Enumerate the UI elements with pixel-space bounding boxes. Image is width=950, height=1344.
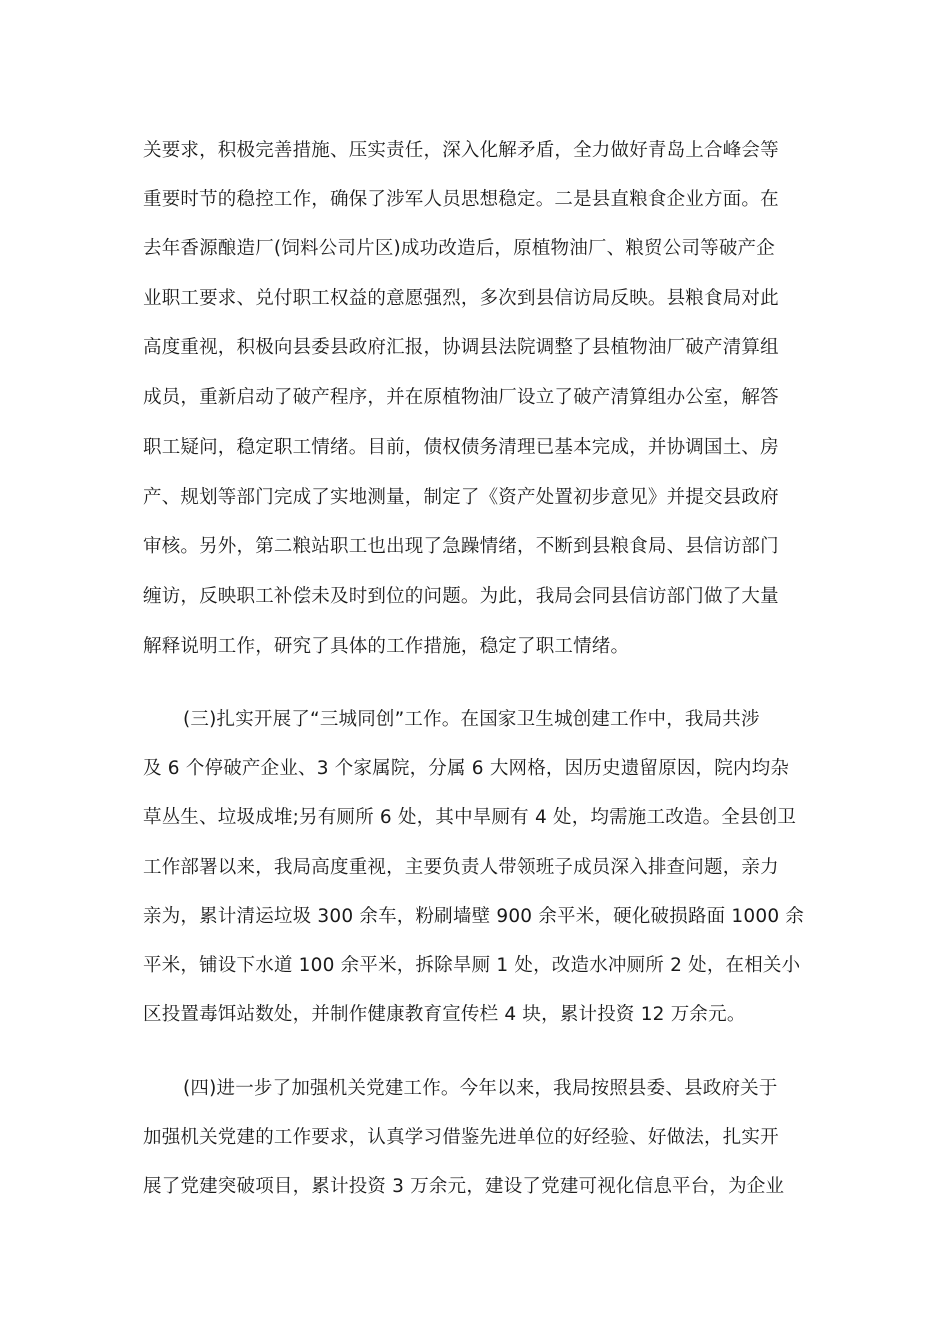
- text-line: 工作部署以来，我局高度重视，主要负责人带领班子成员深入排查问题，亲力: [143, 857, 779, 878]
- text-line: 成员，重新启动了破产程序，并在原植物油厂设立了破产清算组办公室，解答: [143, 387, 779, 408]
- text-line: (三)扎实开展了“三城同创”工作。在国家卫生城创建工作中，我局共涉: [183, 709, 760, 730]
- text-line: 职工疑问，稳定职工情绪。目前，债权债务清理已基本完成，并协调国土、房: [143, 437, 779, 458]
- text-line: 亲为，累计清运垃圾 300 余车，粉刷墙壁 900 余平米，硬化破损路面 1000 余: [143, 906, 805, 927]
- text-line: 产、规划等部门完成了实地测量，制定了《资产处置初步意见》并提交县政府: [143, 487, 779, 508]
- text-line: 及 6 个停破产企业、3 个家属院，分属 6 大网格，因历史遗留原因，院内均杂: [143, 758, 790, 779]
- text-line: 关要求，积极完善措施、压实责任，深入化解矛盾，全力做好青岛上合峰会等: [143, 140, 779, 161]
- text-line: 重要时节的稳控工作，确保了涉军人员思想稳定。二是县直粮食企业方面。在: [143, 189, 779, 210]
- text-line: 业职工要求、兑付职工权益的意愿强烈，多次到县信访局反映。县粮食局对此: [143, 288, 779, 309]
- text-line: 解释说明工作，研究了具体的工作措施，稳定了职工情绪。: [143, 636, 630, 657]
- text-line: 加强机关党建的工作要求，认真学习借鉴先进单位的好经验、好做法，扎实开: [143, 1127, 779, 1148]
- text-line: 平米，铺设下水道 100 余平米，拆除旱厕 1 处，改造水冲厕所 2 处，在相关小: [143, 955, 801, 976]
- text-line: 高度重视，积极向县委县政府汇报，协调县法院调整了县植物油厂破产清算组: [143, 337, 779, 358]
- text-line: 去年香源酿造厂(饲料公司片区)成功改造后，原植物油厂、粮贸公司等破产企: [143, 238, 775, 259]
- text-line: 草丛生、垃圾成堆;另有厕所 6 处，其中旱厕有 4 处，均需施工改造。全县创卫: [143, 807, 797, 828]
- text-line: 区投置毒饵站数处，并制作健康教育宣传栏 4 块，累计投资 12 万余元。: [143, 1004, 746, 1025]
- text-line: 展了党建突破项目，累计投资 3 万余元，建设了党建可视化信息平台，为企业: [143, 1176, 785, 1197]
- text-line: (四)进一步了加强机关党建工作。今年以来，我局按照县委、县政府关于: [183, 1078, 778, 1099]
- text-line: 审核。另外，第二粮站职工也出现了急躁情绪，不断到县粮食局、县信访部门: [143, 536, 779, 557]
- text-line: 缠访，反映职工补偿未及时到位的问题。为此，我局会同县信访部门做了大量: [143, 586, 779, 607]
